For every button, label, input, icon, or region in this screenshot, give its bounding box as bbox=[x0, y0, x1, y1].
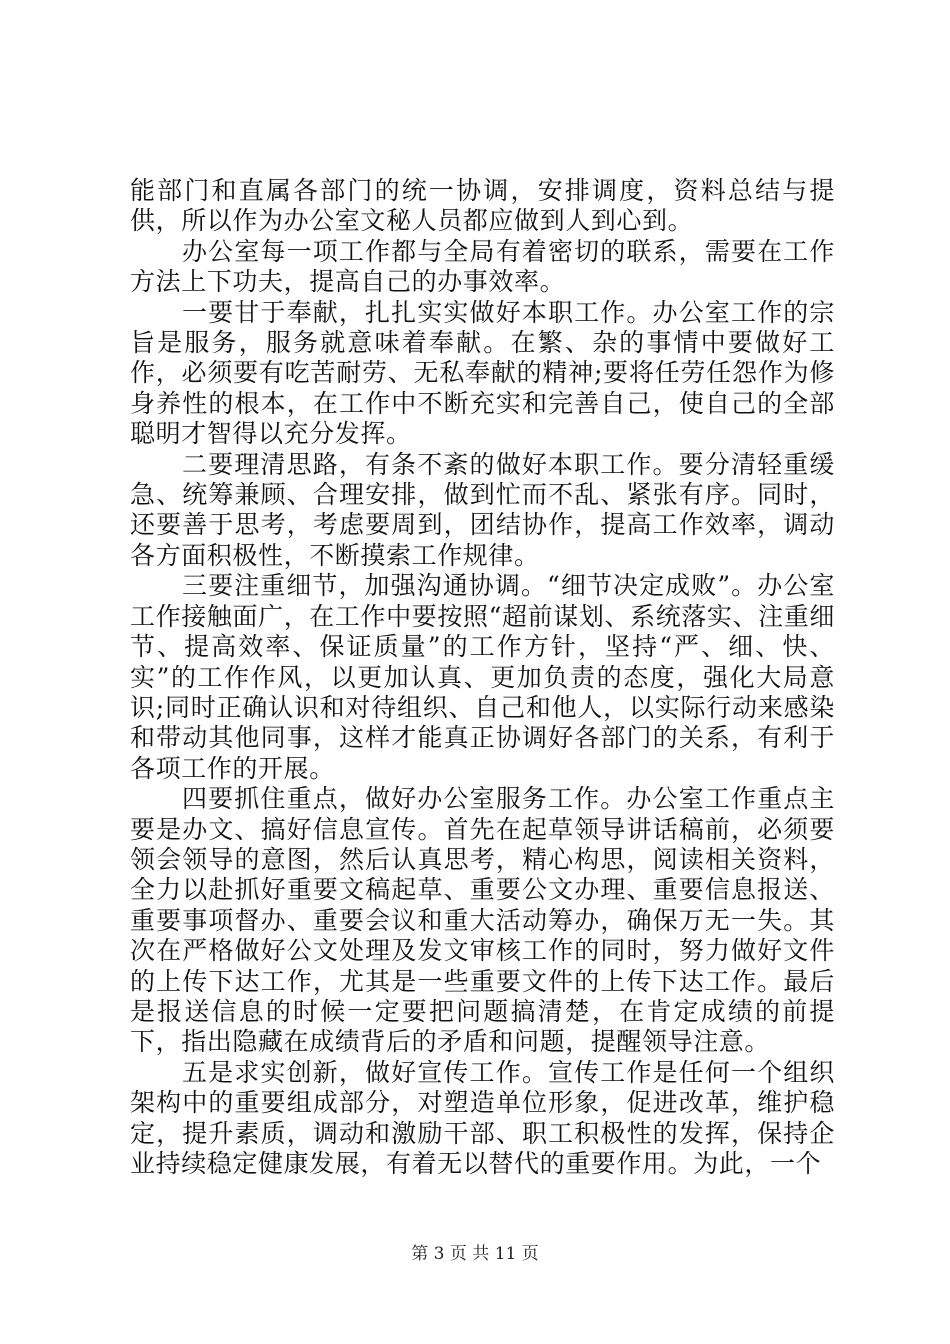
document-body bbox=[130, 176, 835, 1179]
paragraph-point-one: 一要甘于奉献，扎扎实实做好本职工作。办公室工作的宗旨是服务，服务就意味着奉献。在繁、杂的事情中要做好工作，必须要有吃苦耐劳、无私奉献的精神;要将任劳任怨作为修身养性的根本，在工作中不断充实和完善自己，使自己的全部聪明才智得以充分发挥。 bbox=[130, 297, 835, 449]
page-number-footer: 第 3 页 共 11 页 bbox=[411, 1244, 539, 1264]
paragraph-point-two: 二要理清思路，有条不紊的做好本职工作。要分清轻重缓急、统筹兼顾、合理安排，做到忙而不乱、紧张有序。同时，还要善于思考，考虑要周到，团结协作，提高工作效率，调动各方面积极性，不断摸索工作规律。 bbox=[130, 449, 835, 570]
paragraph-intro: 办公室每一项工作都与全局有着密切的联系，需要在工作方法上下功夫，提高自己的办事效率。 bbox=[130, 236, 835, 297]
paragraph-point-four: 四要抓住重点，做好办公室服务工作。办公室工作重点主要是办文、搞好信息宣传。首先在起草领导讲话稿前，必须要领会领导的意图，然后认真思考，精心构思，阅读相关资料，全力以赴抓好重要文稿起草、重要公文办理、重要信息报送、重要事项督办、重要会议和重大活动筹办，确保万无一失。其次在严格做好公文处理及发文审核工作的同时，努力做好文件的上传下达工作，尤其是一些重要文件的上传下达工作。最后是报送信息的时候一定要把问题搞清楚，在肯定成绩的前提下，指出隐藏在成绩背后的矛盾和问题，提醒领导注意。 bbox=[130, 784, 835, 1057]
paragraph-point-five: 五是求实创新，做好宣传工作。宣传工作是任何一个组织架构中的重要组成部分，对塑造单位形象，促进改革，维护稳定，提升素质，调动和激励干部、职工积极性的发挥，保持企业持续稳定健康发展，有着无以替代的重要作用。为此，一个 bbox=[130, 1057, 835, 1178]
paragraph-continuation: 能部门和直属各部门的统一协调，安排调度，资料总结与提供，所以作为办公室文秘人员都应做到人到心到。 bbox=[130, 176, 835, 236]
paragraph-point-three: 三要注重细节，加强沟通协调。“细节决定成败”。办公室工作接触面广，在工作中要按照“超前谋划、系统落实、注重细节、提高效率、保证质量”的工作方针，坚持“严、细、快、实”的工作作风，以更加认真、更加负责的态度，强化大局意识;同时正确认识和对待组织、自己和他人，以实际行动来感染和带动其他同事，这样才能真正协调好各部门的关系，有利于各项工作的开展。 bbox=[130, 571, 835, 783]
